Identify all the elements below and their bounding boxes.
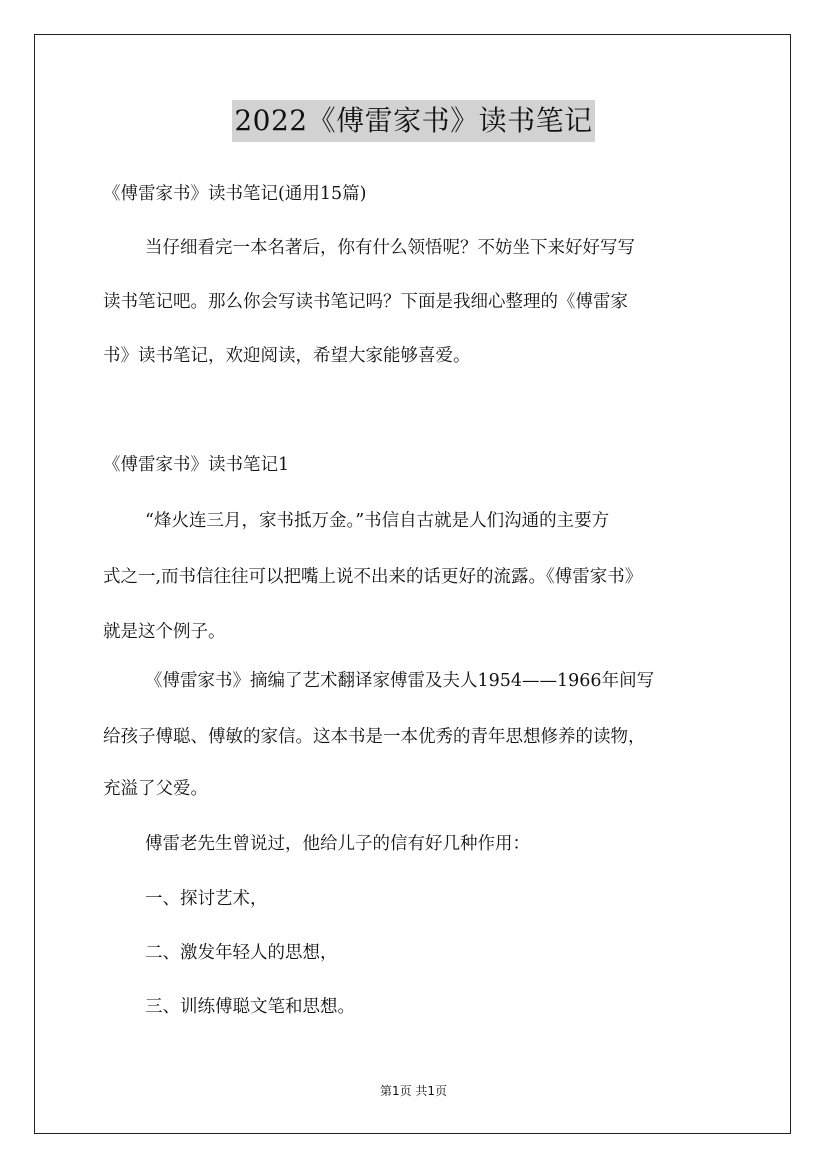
paragraph1-line-2: 式之一,而书信往往可以把嘴上说不出来的话更好的流露。《傅雷家书》: [103, 567, 643, 587]
page-title: 2022《傅雷家书》读书笔记: [232, 100, 594, 142]
paragraph1-line-1: “烽火连三月，家书抵万金。”书信自古就是人们沟通的主要方: [145, 511, 610, 531]
list-item-2: 二、激发年轻人的思想，: [145, 943, 338, 963]
paragraph1-line-3: 就是这个例子。: [103, 622, 226, 642]
page-footer: 第1页 共1页: [379, 1084, 448, 1098]
intro-line-2: 读书笔记吧。那么你会写读书笔记吗？下面是我细心整理的《傅雷家: [103, 292, 628, 312]
paragraph3: 傅雷老先生曾说过，他给儿子的信有好几种作用：: [145, 834, 530, 854]
title-container: [0, 100, 827, 142]
paragraph2-line-3: 充溢了父爱。: [103, 779, 208, 799]
list-item-1: 一、探讨艺术，: [145, 889, 268, 909]
subtitle: 《傅雷家书》读书笔记(通用15篇): [103, 184, 367, 204]
intro-line-3: 书》读书笔记，欢迎阅读，希望大家能够喜爱。: [103, 346, 471, 366]
list-item-3: 三、训练傅聪文笔和思想。: [145, 997, 355, 1017]
intro-line-1: 当仔细看完一本名著后，你有什么领悟呢？不妨坐下来好好写写: [145, 238, 635, 258]
paragraph2-line-2: 给孩子傅聪、傅敏的家信。这本书是一本优秀的青年思想修养的读物，: [103, 727, 646, 747]
paragraph2-line-1: 《傅雷家书》摘编了艺术翻译家傅雷及夫人1954——1966年间写: [145, 671, 655, 691]
section-heading: 《傅雷家书》读书笔记1: [103, 455, 290, 475]
